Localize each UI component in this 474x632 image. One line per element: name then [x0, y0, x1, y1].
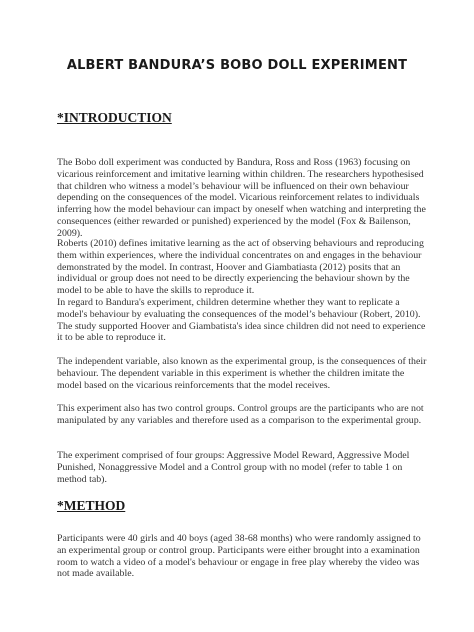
paragraph-intro-1: The Bobo doll experiment was conducted by Bandura, Ross and Ross (1963) focusing on vicarious reinforcement and imitative learning within children. The researchers hypothesised that children who witness a model’s behaviour will be influenced on their own behaviour depending on the consequences of the model. Vicarious reinforcement relates to individuals inferring how the model behaviour can impact by oneself when watching and interpreting the consequences (either rewarded or punished) experienced by the model (Fox & Bailenson, 2009).	[57, 157, 426, 239]
paragraph-intro-4: The independent variable, also known as the experimental group, is the consequences of their behaviour. The dependent variable in this experiment is whether the children imitate the model based on the vicarious reinforcements that the model receives.	[57, 356, 427, 391]
document-title: ALBERT BANDURA’S BOBO DOLL EXPERIMENT	[66, 58, 408, 73]
paragraph-intro-6: The experiment comprised of four groups: Aggressive Model Reward, Aggressive Model Punished, Nonaggressive Model and a Control group with no model (refer to table 1 on method tab).	[57, 450, 410, 485]
paragraph-intro-3: In regard to Bandura's experiment, children determine whether they want to replicate a model's behaviour by evaluating the consequences of the model’s behaviour (Robert, 2010). The study supported Hoover and Giambatista's idea since children did not need to experience it to be able to reproduce it.	[57, 297, 426, 344]
section-heading-method: *METHOD	[57, 498, 126, 513]
paragraph-intro-2: Roberts (2010) defines imitative learning as the act of observing behaviours and reproducing them within experiences, where the individual concentrates on and engages in the behaviour demonstrated by the model. In contrast, Hoover and Giambatiasta (2012) posits that an individual or group does not need to be directly experiencing the behaviour shown by the model to be able to have the skills to reproduce it.	[57, 238, 424, 297]
paragraph-intro-5: This experiment also has two control groups. Control groups are the participants who are not manipulated by any variables and therefore used as a comparison to the experimental group.	[57, 403, 424, 426]
section-heading-introduction: *INTRODUCTION	[57, 110, 172, 125]
paragraph-method-1: Participants were 40 girls and 40 boys (aged 38-68 months) who were randomly assigned to an experimental group or control group. Participants were either brought into a examination room to watch a video of a model's behaviour or engage in free play whereby the video was not made available.	[57, 533, 421, 580]
